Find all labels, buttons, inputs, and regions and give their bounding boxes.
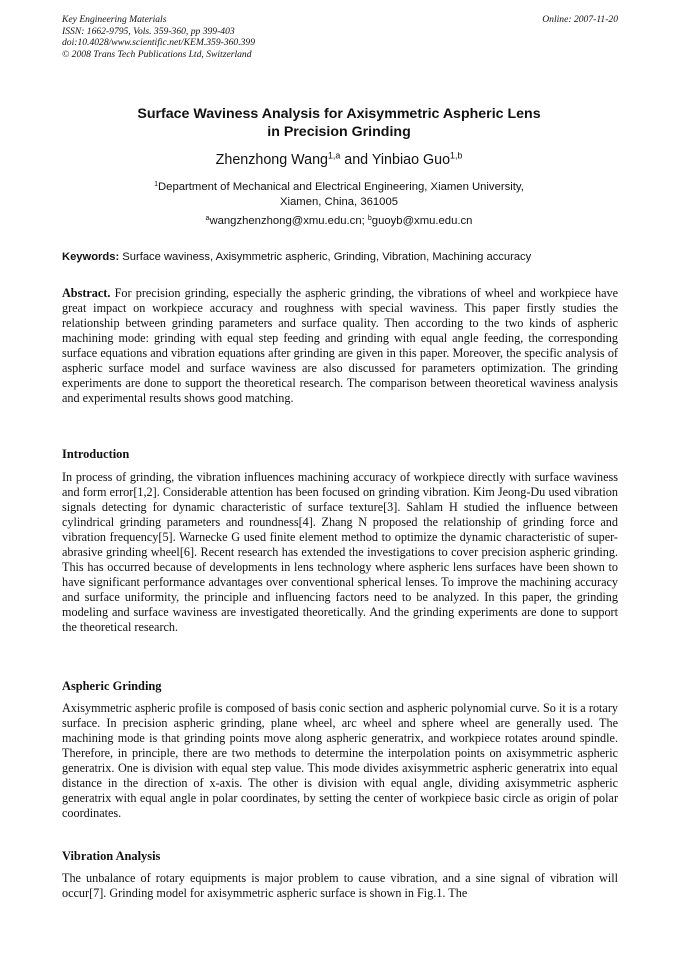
abstract-text: For precision grinding, especially the aspheric grinding, the vibrations of wheel and workpiece have great impact on workpiece accuracy and roughness with special waviness. This paper firstly studies the relationship between grinding parameters and surface quality. Then according to the two kinds of aspheric machining mode: grinding with equal step feeding and grinding with equal angle feeding, the corresponding surface equations and vibration equations after grinding are given in this paper. Moreover, the specific analysis of aspheric surface model and surface waviness are also discussed for parameters optimization. The grinding experiments are done to support the theoretical research. The comparison between theoretical waviness analysis and experimental results shows good matching.: [62, 286, 618, 406]
email-b: guoyb@xmu.edu.cn: [371, 215, 473, 227]
title-line-2: in Precision Grinding: [267, 124, 411, 140]
author-1-affil-mark: 1,a: [327, 150, 341, 161]
affiliation: [60, 180, 618, 209]
online-date: Online: 2007-11-20: [542, 14, 618, 25]
author-1: Zhenzhong Wang: [215, 152, 328, 168]
author-2: Yinbiao Guo: [371, 152, 451, 168]
email-mark-b: b: [367, 214, 372, 222]
journal-name: Key Engineering Materials: [62, 14, 167, 25]
keywords-text: Surface waviness, Axisymmetric aspheric, Grinding, Vibration, Machining accuracy: [119, 251, 532, 263]
author-emails: [60, 214, 618, 228]
title-line-1: Surface Waviness Analysis for Axisymmetric Aspheric Lens: [137, 106, 541, 122]
affiliation-line-1: Department of Mechanical and Electrical Engineering, Xiamen University,: [158, 181, 524, 193]
section-heading-aspheric-grinding: Aspheric Grinding: [62, 679, 162, 693]
vibration-analysis-paragraph: The unbalance of rotary equipments is major problem to cause vibration, and a sine signal of vibration will occur[7]. Grinding model for axisymmetric aspheric surface is shown in Fig.1. The: [62, 871, 618, 901]
journal-header: [62, 14, 618, 60]
author-2-affil-mark: 1,b: [450, 150, 463, 161]
section-heading-vibration-analysis: Vibration Analysis: [62, 849, 161, 863]
section-heading-introduction: Introduction: [62, 447, 130, 461]
email-mark-a: a: [205, 214, 210, 222]
keywords: [62, 250, 618, 264]
author-conjunction: and: [340, 152, 372, 168]
keywords-label: Keywords:: [62, 251, 120, 263]
copyright-line: © 2008 Trans Tech Publications Ltd, Switzerland: [62, 48, 252, 60]
abstract: [62, 286, 618, 406]
email-a: wangzhenzhong@xmu.edu.cn;: [209, 215, 368, 227]
introduction-paragraph: In process of grinding, the vibration influences machining accuracy of workpiece directly with surface waviness and form error[1,2]. Considerable attention has been focused on grinding vibration. Kim Jeong-Du used vibration signals detecting for dynamic characteristic of surface texture[3]. Sahlam H studied the influence between cylindrical grinding parameters and roundness[4]. Zhang N proposed the relationship of grinding force and vibration frequency[5]. Warnecke G used finite element method to optimize the dynamic characteristic of super-abrasive grinding wheel[6]. Recent research has extended the investigations to cover precision aspheric grinding. This has occurred because of developments in lens technology where aspheric lens surfaces have been shown to have significant performance advantages over conventional spherical lenses. To improve the machining accuracy and surface uniformity, the principle and influencing factors need to be analyzed. In this paper, the grinding modeling and surface waviness are investigated theoretically. And the grinding experiments are done to support the theoretical research.: [62, 470, 618, 635]
author-list: [60, 151, 618, 169]
doi-line: doi:10.4028/www.scientific.net/KEM.359-360.399: [62, 37, 256, 48]
abstract-label: Abstract.: [62, 286, 111, 300]
aspheric-grinding-paragraph: Axisymmetric aspheric profile is composed of basis conic section and aspheric polynomial curve. So it is a rotary surface. In precision aspheric grinding, plane wheel, arc wheel and sphere wheel are generally used. The machining mode is that grinding points move along aspheric generatrix, and workpiece rotates around spindle. Therefore, in principle, there are two methods to determine the interpolation points on axisymmetric aspheric generatrix. One is division with equal step value. This mode divides axisymmetric aspheric generatrix into equal distance in the direction of x-axis. The other is division with equal angle, dividing axisymmetric aspheric generatrix with equal angle in polar coordinates, by setting the center of workpiece basic circle as origin of polar coordinates.: [62, 701, 618, 821]
issn-line: ISSN: 1662-9795, Vols. 359-360, pp 399-403: [62, 25, 235, 37]
affiliation-line-2: Xiamen, China, 361005: [279, 195, 399, 208]
affiliation-mark: 1: [154, 180, 159, 188]
paper-title: [60, 105, 618, 141]
